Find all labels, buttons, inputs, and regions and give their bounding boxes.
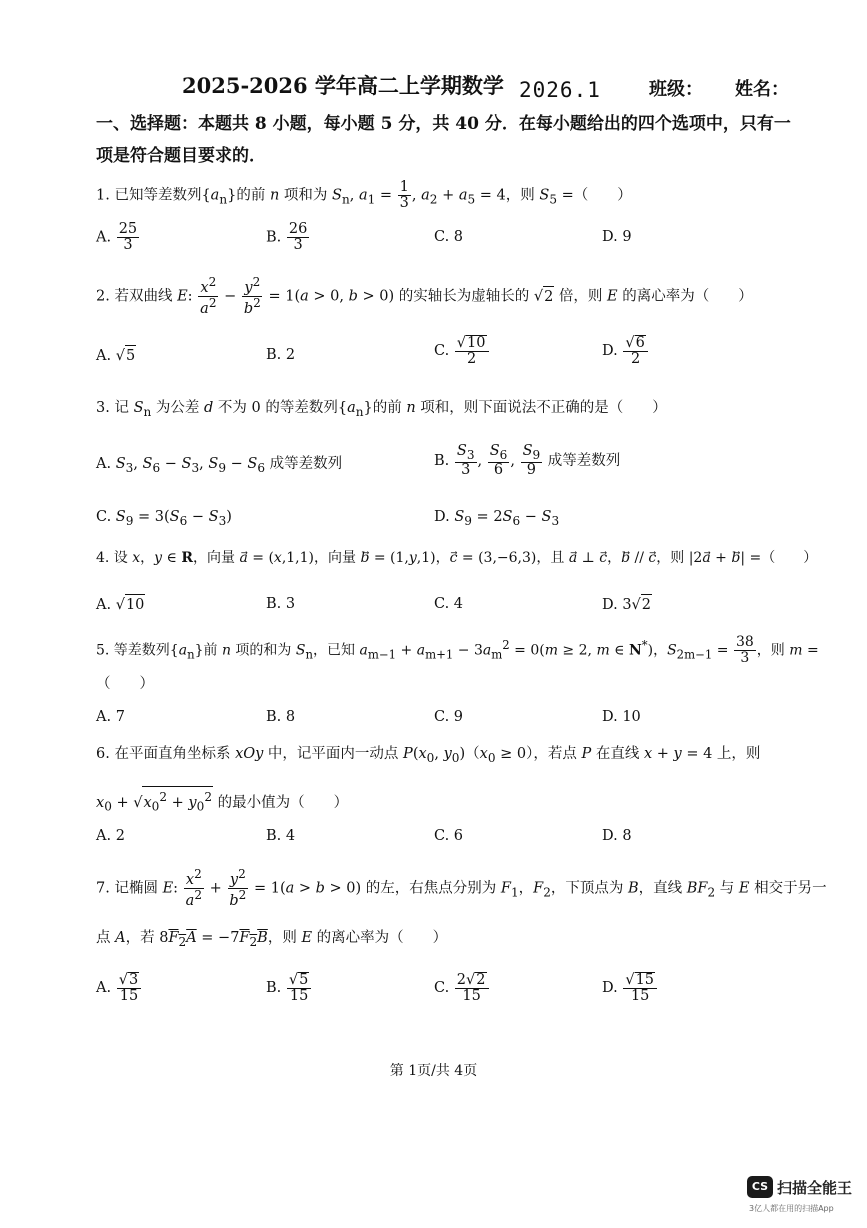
q5-option-c: C. 9 [434, 709, 464, 725]
q4-option-a: A. √10 [96, 594, 145, 615]
q5-option-d: D. 10 [602, 709, 641, 725]
q2-option-d: D. $\frac{√6}{2}$ [602, 335, 649, 367]
section-heading-line2: 项是符合题目要求的． [96, 146, 266, 166]
q6-option-d: D. 8 [602, 828, 632, 844]
exam-date: 2026.1 [519, 78, 601, 102]
q4-option-d: D. 3√2 [602, 594, 652, 615]
q5-option-a: A. 7 [96, 709, 125, 725]
class-label: 班级： [649, 79, 703, 100]
q1-option-d: D. 9 [602, 229, 632, 245]
question-5: 5. 等差数列$\{a_n\}$前 n 项的和为 $S_n$，已知 $a_{m-1} + a_{m+1} - 3a_m^2 = 0(m \ge 2$, m ∈ N*)，$S_{2m-1}$ = $\frac{38}{3}$ ，则 m = [96, 634, 819, 667]
camscanner-tagline: 3亿人都在用的扫描App [749, 1204, 834, 1213]
q5-option-b: B. 8 [266, 709, 296, 725]
question-1: 1. 已知等差数列$\{a_n\}$的前 n 项和为 $S_n$, $a_1$ = $\frac{1}{3}$ , $a_2 + a_5 = 4$，则 $S_5$ =（ ） [96, 179, 632, 212]
q2-option-c: C. $\frac{√10}{2}$ [434, 335, 490, 367]
q3-option-d: D. $S_9 = 2S_6 - S_3$ [434, 509, 560, 528]
q1-option-c: C. 8 [434, 229, 464, 245]
q6-option-a: A. 2 [96, 828, 125, 844]
question-6: 6. 在平面直角坐标系 xOy 中，记平面内一动点 $P(x_0$, $y_0)(x_0 \ge 0)$，若点 P 在直线 x + y = 4 上，则 [96, 746, 761, 765]
q7-option-b: B. $\frac{√5}{15}$ [266, 972, 312, 1004]
q6-option-b: B. 4 [266, 828, 296, 844]
q1-option-a: A. $\frac{25}{3}$ [96, 221, 138, 254]
page-footer: 第 1页/共 4页 [389, 1063, 478, 1079]
q7-option-d: D. $\frac{√15}{15}$ [602, 972, 658, 1004]
q7-option-a: A. $\frac{√3}{15}$ [96, 972, 142, 1004]
question-7-line2: 点 A，若 $8F_2A = -7F_2B$，则 E 的离心率为（ ） [96, 930, 448, 949]
name-label: 姓名： [735, 79, 789, 100]
q4-option-b: B. 3 [266, 596, 296, 612]
q4-option-c: C. 4 [434, 596, 464, 612]
camscanner-name: 扫描全能王 [777, 1179, 853, 1197]
q7-option-c: C. $\frac{2√2}{15}$ [434, 972, 490, 1004]
section-heading-line1: 一、选择题：本题共 8 小题，每小题 5 分，共 40 分．在每小题给出的四个选项中，只有一 [96, 114, 791, 134]
q2-option-b: B. 2 [266, 347, 296, 363]
camscanner-logo: CS [747, 1176, 773, 1198]
question-4: 4. 设 x，y ∈ R，向量 a⃗ = (x,1,1)，向量 b⃗ = (1,y,1)，c⃗ = (3,−6,3)，且 a⃗ ⊥ c⃗，b⃗ // c⃗，则 |2a⃗ + b⃗| =（ ） [96, 550, 818, 566]
question-2: 2. 若双曲线 E: $\frac{x^2}{a^2}$ − $\frac{y^2}{b^2}$ = 1(a > 0, b > 0) 的实轴长为虚轴长的 √2 倍，则 E 的离心率为（ ） [96, 275, 753, 317]
question-3: 3. 记 $S_n$ 为公差 d 不为 0 的等差数列$\{a_n\}$的前 n 项和，则下面说法不正确的是（ ） [96, 400, 667, 419]
question-5-paren: （ ） [96, 676, 154, 692]
q2-option-a: A. √5 [96, 345, 136, 366]
q3-option-b: B. $\frac{S_3}{3}$ , $\frac{S_6}{6}$ , $\frac{S_9}{9}$ 成等差数列 [434, 443, 621, 478]
q1-option-b: B. $\frac{26}{3}$ [266, 221, 308, 254]
question-6-line2: $x_0 + √x_0^2 + y_0^2$ 的最小值为（ ） [96, 786, 348, 817]
q6-option-c: C. 6 [434, 828, 464, 844]
q3-option-a: A. $S_3$, $S_6 - S_3$, $S_9 - S_6$ 成等差数列 [96, 456, 343, 475]
exam-title: 2025-2026 学年高二上学期数学 [182, 73, 504, 98]
question-7: 7. 记椭圆 E: $\frac{x^2}{a^2}$ + $\frac{y^2}{b^2}$ = 1(a > b > 0) 的左，右焦点分别为 $F_1$，$F_2$，下顶点为 B，直线 $BF_2$ 与 E 相交于另一 [96, 867, 827, 909]
q3-option-c: C. $S_9 = 3(S_6 - S_3)$ [96, 509, 232, 528]
